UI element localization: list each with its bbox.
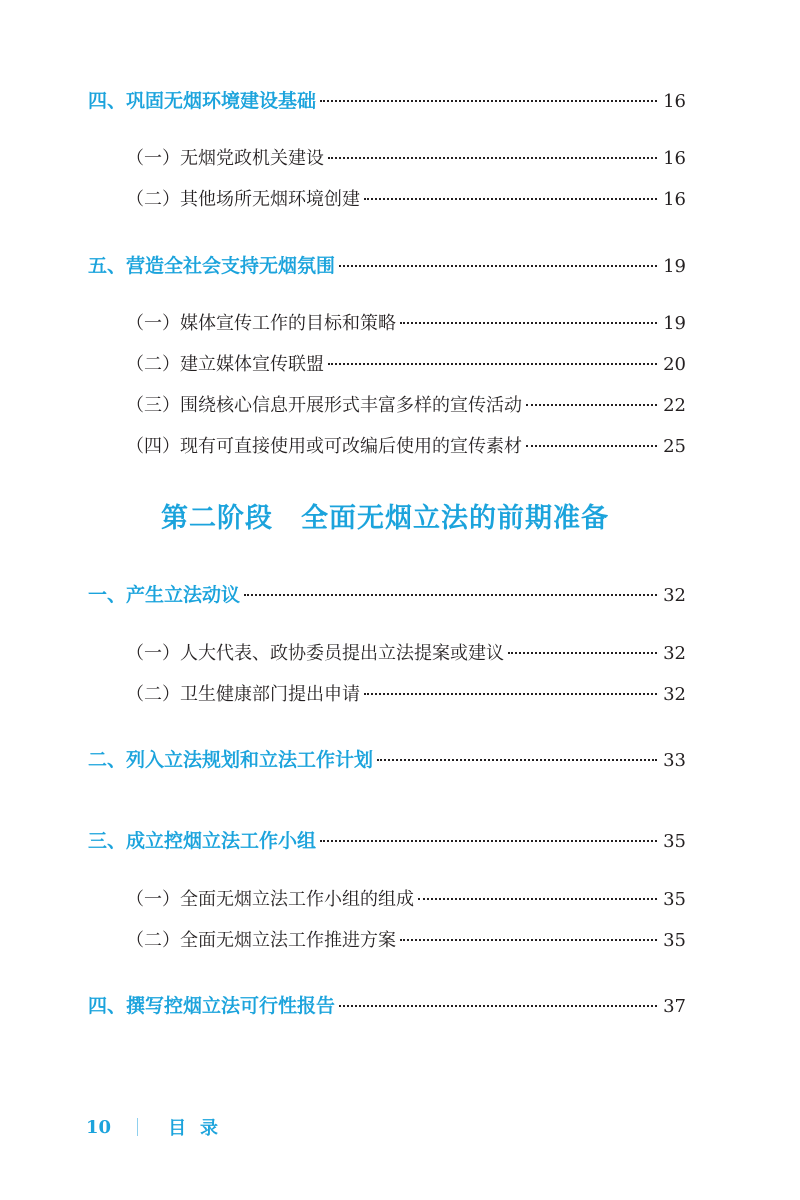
toc-entry-title: （四）现有可直接使用或可改编后使用的宣传素材: [126, 436, 522, 457]
toc-entry-section[interactable]: [88, 826, 686, 853]
toc-entry-title: 一、产生立法动议: [88, 584, 241, 606]
toc-entry-subsection[interactable]: [126, 926, 686, 952]
toc-leader-dots: [526, 404, 657, 406]
toc-leader-dots: [364, 693, 657, 695]
toc-entry-title: 二、列入立法规划和立法工作计划: [88, 749, 374, 771]
toc-entry-section[interactable]: [88, 251, 686, 278]
page-footer: [86, 1114, 232, 1140]
toc-leader-dots: [508, 652, 657, 654]
toc-entry-section[interactable]: [88, 991, 686, 1018]
toc-entry-section[interactable]: [88, 86, 686, 113]
toc-entry-title: （二）全面无烟立法工作推进方案: [126, 930, 396, 951]
toc-entry-section[interactable]: [88, 745, 686, 772]
toc-entry-page: 35: [663, 889, 686, 910]
toc-leader-dots: [339, 265, 657, 267]
toc-leader-dots: [377, 759, 657, 761]
toc-leader-dots: [400, 322, 657, 324]
toc-entry-subsection[interactable]: [126, 144, 686, 170]
toc-entry-page: 16: [663, 189, 686, 210]
toc-entry-title: 五、营造全社会支持无烟氛围: [88, 255, 336, 277]
toc-entry-subsection[interactable]: [126, 432, 686, 458]
toc-entry-page: 37: [663, 996, 686, 1017]
toc-entry-page: 16: [663, 91, 686, 112]
toc-entry-subsection[interactable]: [126, 680, 686, 706]
toc-entry-page: 19: [663, 313, 686, 334]
toc-entry-page: 32: [663, 643, 686, 664]
toc-entry-title: （二）其他场所无烟环境创建: [126, 189, 360, 210]
toc-leader-dots: [526, 445, 657, 447]
toc-entry-title: （一）人大代表、政协委员提出立法提案或建议: [126, 643, 504, 664]
toc-entry-subsection[interactable]: [126, 391, 686, 417]
toc-entry-title: 三、成立控烟立法工作小组: [88, 830, 317, 852]
toc-entry-title: 四、撰写控烟立法可行性报告: [88, 995, 336, 1017]
toc-entry-title: （三）围绕核心信息开展形式丰富多样的宣传活动: [126, 395, 522, 416]
toc-entry-subsection[interactable]: [126, 350, 686, 376]
toc-leader-dots: [328, 363, 657, 365]
toc-leader-dots: [339, 1005, 657, 1007]
page-number: 10: [86, 1116, 112, 1138]
toc-entry-page: 33: [663, 750, 686, 771]
toc-entry-page: 16: [663, 148, 686, 169]
toc-entry-page: 19: [663, 256, 686, 277]
toc-entry-subsection[interactable]: [126, 185, 686, 211]
footer-divider: [137, 1118, 138, 1136]
toc-entry-page: 35: [663, 930, 686, 951]
toc-entry-section[interactable]: [88, 580, 686, 607]
toc-entry-subsection[interactable]: [126, 309, 686, 335]
toc-entry-page: 22: [663, 395, 686, 416]
toc-entry-page: 32: [663, 585, 686, 606]
toc-entry-page: 25: [663, 436, 686, 457]
toc-leader-dots: [328, 157, 657, 159]
toc-entry-title: （一）无烟党政机关建设: [126, 148, 324, 169]
toc-entry-subsection[interactable]: [126, 885, 686, 911]
toc-entry-title: （一）全面无烟立法工作小组的组成: [126, 889, 414, 910]
toc-leader-dots: [320, 100, 657, 102]
toc-entry-title: （二）卫生健康部门提出申请: [126, 684, 360, 705]
toc-entry-title: （二）建立媒体宣传联盟: [126, 354, 324, 375]
toc-leader-dots: [244, 594, 657, 596]
toc-entry-title: （一）媒体宣传工作的目标和策略: [126, 313, 396, 334]
toc-entry-page: 35: [663, 831, 686, 852]
stage-heading: 第二阶段 全面无烟立法的前期准备: [161, 503, 609, 534]
toc-entry-subsection[interactable]: [126, 639, 686, 665]
toc-leader-dots: [320, 840, 657, 842]
toc-leader-dots: [400, 939, 657, 941]
toc-entry-page: 20: [663, 354, 686, 375]
toc-entry-page: 32: [663, 684, 686, 705]
toc-leader-dots: [418, 898, 657, 900]
toc-entry-title: 四、巩固无烟环境建设基础: [88, 90, 317, 112]
toc-leader-dots: [364, 198, 657, 200]
running-title: 目录: [168, 1118, 233, 1139]
